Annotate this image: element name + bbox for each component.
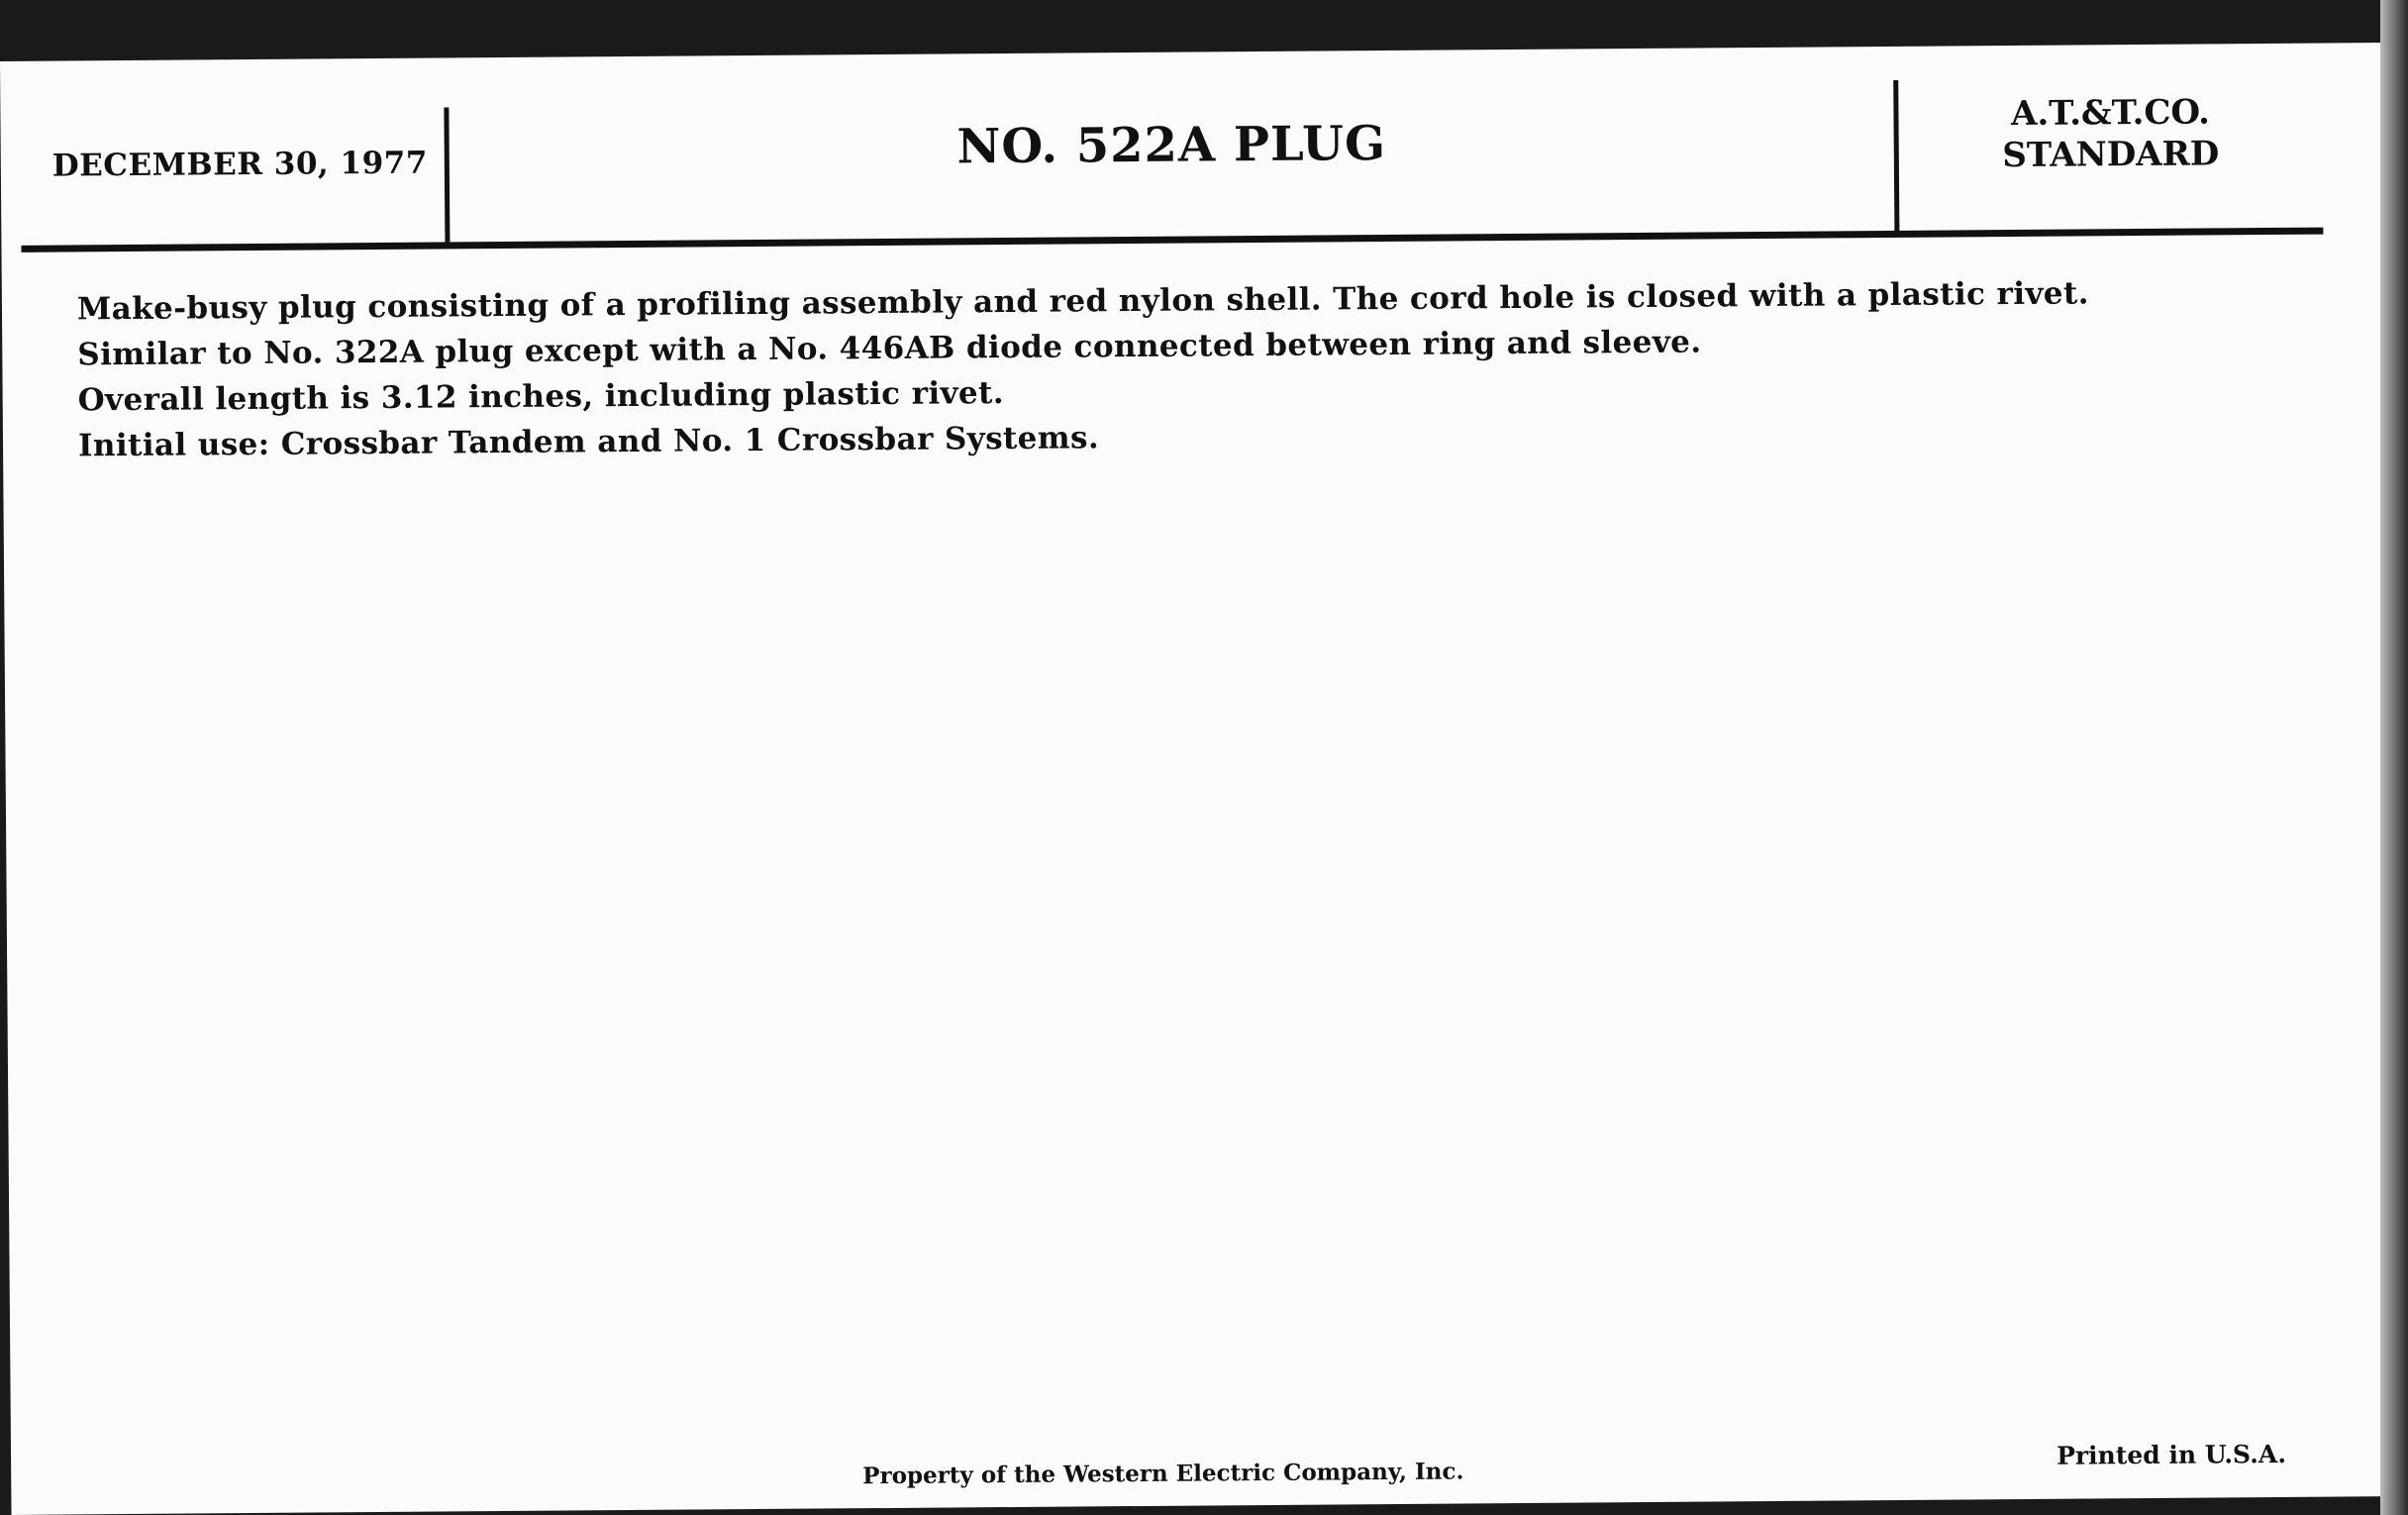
description [77,270,2090,468]
header [20,44,2323,250]
document-date: DECEMBER 30, 1977 [51,145,428,184]
property-notice: Property of the Western Electric Company, Inc. [862,1458,1464,1490]
scan-edge [2380,0,2408,1515]
description-line: Initial use: Crossbar Tandem and No. 1 Crossbar Systems. [77,420,1100,464]
description-line: Make-busy plug consisting of a profiling assembly and red nylon shell. The cord hole is closed with a plastic rivet. [76,275,2090,328]
standard-line-standard: STANDARD [2002,134,2220,176]
standard-line-company: A.T.&T.CO. [2010,92,2211,135]
document-title: NO. 522A PLUG [956,116,1387,175]
header-rule [21,228,2323,252]
printed-notice: Printed in U.S.A. [2057,1439,2287,1470]
standard-label [1898,91,2323,177]
description-line: Overall length is 3.12 inches, including plastic rivet. [77,375,1005,419]
description-line: Similar to No. 322A plug except with a No. 446AB diode connected between ring and sleeve. [77,324,1702,373]
document-card [0,43,2399,1515]
